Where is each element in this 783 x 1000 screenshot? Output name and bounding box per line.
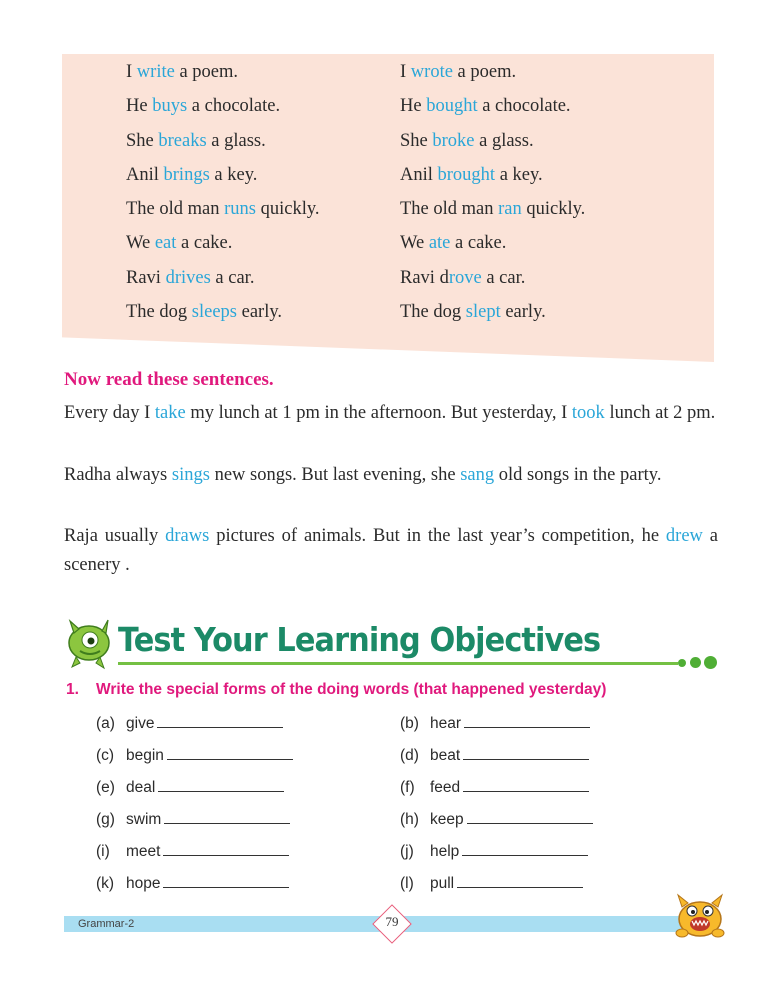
exercise-item: (b) hear xyxy=(400,714,590,733)
exercise-item: (l) pull xyxy=(400,874,583,893)
exercise-item: (e) deal xyxy=(96,778,284,797)
answer-blank[interactable] xyxy=(463,778,589,792)
sentence-pair xyxy=(0,96,783,130)
heading-underline xyxy=(118,662,678,665)
paragraph: Raja usually draws pictures of animals. But in the last year’s competition, he drew a scenery . xyxy=(64,526,719,575)
page-number: 79 xyxy=(385,914,399,929)
past-sentence: I wrote a poem. xyxy=(400,62,517,82)
answer-blank[interactable] xyxy=(457,874,583,888)
answer-blank[interactable] xyxy=(164,810,290,824)
paragraph: Every day I take my lunch at 1 pm in the afternoon. But yesterday, I took lunch at 2 pm. xyxy=(64,403,716,423)
sentence-pair xyxy=(0,62,783,96)
paragraph: Radha always sings new songs. But last evening, she sang old songs in the party. xyxy=(64,465,662,485)
answer-blank[interactable] xyxy=(158,778,284,792)
exercise-item: (k) hope xyxy=(96,874,289,893)
section-heading: Test Your Learning Objectives xyxy=(118,620,601,659)
present-sentence: Ravi drives a car. xyxy=(126,267,255,288)
answer-blank[interactable] xyxy=(163,874,289,888)
past-sentence: We ate a cake. xyxy=(400,233,507,254)
mascot-icon xyxy=(62,615,116,671)
monster-icon xyxy=(674,893,726,939)
sentence-pair xyxy=(0,199,783,233)
exercise-item: (a) give xyxy=(96,714,283,733)
present-sentence: The old man runs quickly. xyxy=(126,199,320,220)
footer-label: Grammar-2 xyxy=(78,918,135,930)
question-text: 1. Write the special forms of the doing words (that happened yesterday) xyxy=(66,681,607,698)
present-sentence: He buys a chocolate. xyxy=(126,96,281,117)
answer-blank[interactable] xyxy=(464,714,590,728)
exercise-item: (g) swim xyxy=(96,810,290,829)
sentence-pair xyxy=(0,233,783,267)
exercise-item: (d) beat xyxy=(400,746,589,765)
past-sentence: He bought a chocolate. xyxy=(400,96,571,117)
answer-blank[interactable] xyxy=(467,810,593,824)
present-sentence: She breaks a glass. xyxy=(126,130,266,151)
exercise-item: (c) begin xyxy=(96,746,293,765)
sentence-pair-list xyxy=(0,62,783,336)
sentence-pair xyxy=(0,131,783,165)
present-sentence: I write a poem. xyxy=(126,62,238,82)
exercise-item: (i) meet xyxy=(96,842,289,861)
exercise-item: (j) help xyxy=(400,842,588,861)
answer-blank[interactable] xyxy=(462,842,588,856)
present-sentence: Anil brings a key. xyxy=(126,164,258,185)
past-sentence: The dog slept early. xyxy=(400,302,546,323)
answer-blank[interactable] xyxy=(163,842,289,856)
sentence-pair xyxy=(0,302,783,336)
present-sentence: The dog sleeps early. xyxy=(126,302,283,323)
past-sentence: The old man ran quickly. xyxy=(400,199,586,220)
decor-dot xyxy=(704,656,717,669)
sentence-pair xyxy=(0,165,783,199)
decor-dot xyxy=(690,657,701,668)
exercise-item: (h) keep xyxy=(400,810,593,829)
answer-blank[interactable] xyxy=(167,746,293,760)
sentence-pair xyxy=(0,268,783,302)
present-sentence: We eat a cake. xyxy=(126,233,233,254)
past-sentence: Ravi drove a car. xyxy=(400,267,526,288)
answer-blank[interactable] xyxy=(463,746,589,760)
answer-blank[interactable] xyxy=(157,714,283,728)
past-sentence: Anil brought a key. xyxy=(400,164,543,185)
exercise-item: (f) feed xyxy=(400,778,589,797)
past-sentence: She broke a glass. xyxy=(400,130,534,151)
section-title: Now read these sentences. xyxy=(64,369,274,390)
decor-dot xyxy=(678,659,686,667)
